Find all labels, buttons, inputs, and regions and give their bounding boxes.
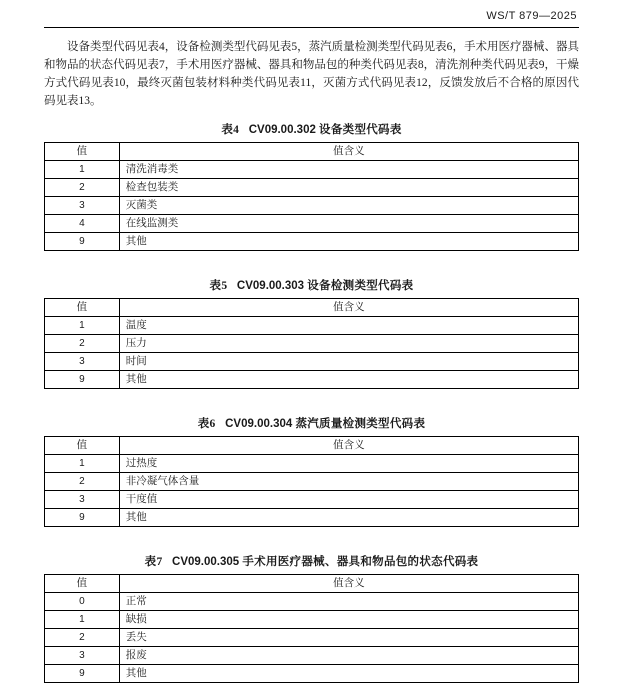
code-table-5 xyxy=(44,298,579,389)
table-caption-title: 蒸汽质量检测类型代码表 xyxy=(295,417,426,430)
column-header-value: 值 xyxy=(45,298,120,316)
table-row xyxy=(45,160,579,178)
cell-meaning: 温度 xyxy=(119,316,578,334)
cell-value: 0 xyxy=(45,592,120,610)
code-table-4 xyxy=(44,142,579,251)
column-header-value: 值 xyxy=(45,436,120,454)
table-caption-5 xyxy=(44,277,579,293)
table-caption-code: CV09.00.302 xyxy=(248,123,316,136)
cell-meaning: 其他 xyxy=(119,232,578,250)
cell-value: 3 xyxy=(45,490,120,508)
table-caption-code: CV09.00.304 xyxy=(225,417,293,430)
cell-meaning: 丢失 xyxy=(119,628,578,646)
table-caption-4 xyxy=(44,121,579,137)
page-header xyxy=(44,10,579,24)
cell-value: 9 xyxy=(45,232,120,250)
cell-meaning: 在线监测类 xyxy=(119,214,578,232)
table-row xyxy=(45,178,579,196)
table-row xyxy=(45,196,579,214)
table-block-5 xyxy=(44,277,579,389)
table-header-row xyxy=(45,142,579,160)
cell-meaning: 干度值 xyxy=(119,490,578,508)
code-table-7 xyxy=(44,574,579,683)
cell-value: 1 xyxy=(45,160,120,178)
spacer xyxy=(44,527,579,553)
column-header-meaning: 值含义 xyxy=(119,436,578,454)
cell-meaning: 其他 xyxy=(119,370,578,388)
table-row xyxy=(45,334,579,352)
cell-value: 2 xyxy=(45,628,120,646)
table-header-row xyxy=(45,298,579,316)
cell-meaning: 灭菌类 xyxy=(119,196,578,214)
cell-value: 9 xyxy=(45,664,120,682)
column-header-value: 值 xyxy=(45,142,120,160)
table-caption-title: 手术用医疗器械、器具和物品包的状态代码表 xyxy=(242,555,479,568)
table-caption-label: 表6 xyxy=(197,417,216,430)
table-row xyxy=(45,490,579,508)
cell-value: 1 xyxy=(45,316,120,334)
table-caption-code: CV09.00.303 xyxy=(236,279,305,292)
cell-meaning: 其他 xyxy=(119,664,578,682)
intro-paragraph: 设备类型代码见表4，设备检测类型代码见表5，蒸汽质量检测类型代码见表6，手术用医疗器械、器具和物品的状态代码见表7，手术用医疗器械、器具和物品包的种类代码见表8，清洗剂种类代码见表9，干燥方式代码见表10，最终灭菌包装材料种类代码见表11，灭菌方式代码见表12，反馈发放后不合格的原因代码见表13。 xyxy=(44,41,579,108)
cell-meaning: 时间 xyxy=(119,352,578,370)
header-divider xyxy=(44,27,579,28)
cell-value: 9 xyxy=(45,508,120,526)
cell-meaning: 非冷凝气体含量 xyxy=(119,472,578,490)
table-row xyxy=(45,352,579,370)
table-caption-6 xyxy=(44,415,579,431)
cell-value: 2 xyxy=(45,334,120,352)
cell-value: 2 xyxy=(45,178,120,196)
table-row xyxy=(45,508,579,526)
table-row xyxy=(45,472,579,490)
code-table-6 xyxy=(44,436,579,527)
table-caption-label: 表4 xyxy=(221,123,240,136)
table-row xyxy=(45,610,579,628)
cell-meaning: 缺损 xyxy=(119,610,578,628)
table-header-row xyxy=(45,574,579,592)
cell-value: 4 xyxy=(45,214,120,232)
table-caption-7 xyxy=(44,553,579,569)
standard-number: WS/T 879—2025 xyxy=(486,10,577,22)
cell-meaning: 检查包装类 xyxy=(119,178,578,196)
table-row xyxy=(45,316,579,334)
column-header-meaning: 值含义 xyxy=(119,142,578,160)
cell-value: 2 xyxy=(45,472,120,490)
table-row xyxy=(45,646,579,664)
table-block-4 xyxy=(44,121,579,251)
cell-value: 3 xyxy=(45,352,120,370)
cell-value: 3 xyxy=(45,646,120,664)
table-block-7 xyxy=(44,553,579,683)
cell-meaning: 过热度 xyxy=(119,454,578,472)
table-caption-label: 表5 xyxy=(209,279,228,292)
spacer xyxy=(44,251,579,277)
table-row xyxy=(45,664,579,682)
table-header-row xyxy=(45,436,579,454)
table-row xyxy=(45,370,579,388)
table-row xyxy=(45,628,579,646)
cell-value: 1 xyxy=(45,454,120,472)
spacer xyxy=(44,389,579,415)
cell-value: 1 xyxy=(45,610,120,628)
column-header-value: 值 xyxy=(45,574,120,592)
cell-meaning: 正常 xyxy=(119,592,578,610)
table-row xyxy=(45,592,579,610)
cell-value: 3 xyxy=(45,196,120,214)
cell-meaning: 报废 xyxy=(119,646,578,664)
table-row xyxy=(45,454,579,472)
table-caption-code: CV09.00.305 xyxy=(172,555,240,568)
cell-meaning: 清洗消毒类 xyxy=(119,160,578,178)
table-caption-title: 设备检测类型代码表 xyxy=(307,279,414,292)
table-block-6 xyxy=(44,415,579,527)
cell-meaning: 压力 xyxy=(119,334,578,352)
table-caption-label: 表7 xyxy=(144,555,163,568)
column-header-meaning: 值含义 xyxy=(119,574,578,592)
table-row xyxy=(45,214,579,232)
cell-value: 9 xyxy=(45,370,120,388)
cell-meaning: 其他 xyxy=(119,508,578,526)
table-row xyxy=(45,232,579,250)
table-caption-title: 设备类型代码表 xyxy=(319,123,402,136)
column-header-meaning: 值含义 xyxy=(119,298,578,316)
